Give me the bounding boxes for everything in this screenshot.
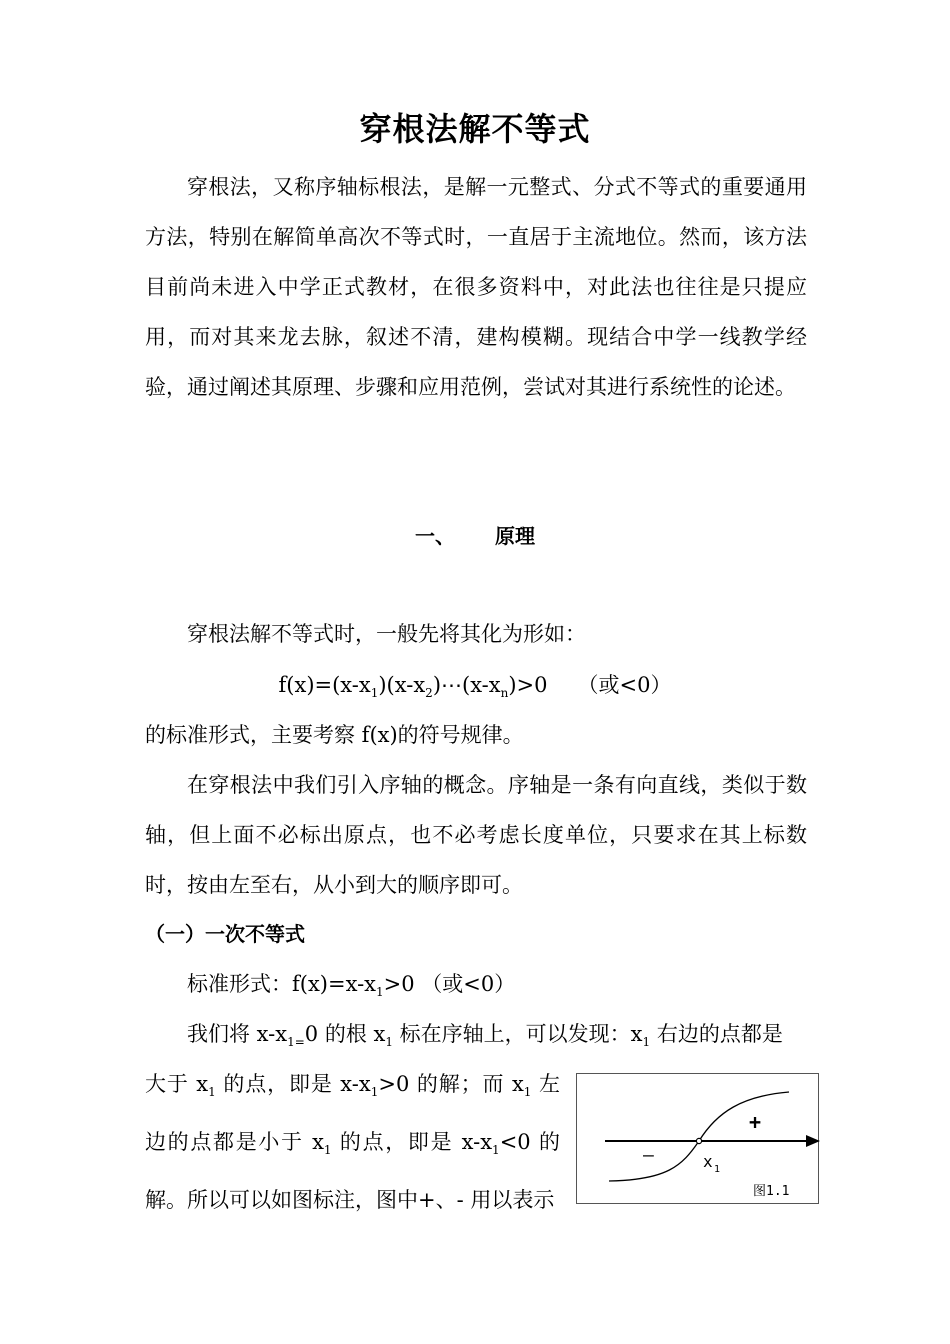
- figure-caption: 图1.1: [753, 1184, 790, 1199]
- intro-paragraph: 穿根法，又称序轴标根法，是解一元整式、分式不等式的重要通用方法，特别在解简单高次不等式时，一直居于主流地位。然而，该方法目前尚未进入中学正式教材，在很多资料中，对此法也往往是只提应用，而对其来龙去脉，叙述不清，建构模糊。现结合中学一线教学经验，通过阐述其原理、步骤和应用范例，尝试对其进行系统性的论述。: [145, 175, 807, 399]
- root-label: x: [703, 1152, 713, 1171]
- formula-alternative: （或<0）: [577, 673, 672, 697]
- root-subscript: 1: [714, 1164, 721, 1175]
- section-label: 原理: [495, 524, 535, 548]
- document-title: 穿根法解不等式: [359, 110, 591, 148]
- section-number: 一、: [415, 524, 455, 548]
- linear-root-paragraph: 我们将 $x-x_{1=}0$ 的根 $x_1$ 标在序轴上，可以发现：$x_1$ 右边的点都是: [187, 1022, 783, 1049]
- linear-standard-form: 标准形式：$f(x)=x-x_1>0$ （或<0）: [187, 972, 516, 999]
- standard-form-formula: $f(x)=(x-x_1)(x-x_2)\cdots(x-x_n)>0$ （或<0）: [278, 673, 672, 700]
- minus-sign: –: [643, 1145, 654, 1166]
- number-axis-paragraph: 在穿根法中我们引入序轴的概念。序轴是一条有向直线，类似于数轴，但上面不必标出原点，也不必考虑长度单位，只要求在其上标数时，按由左至右，从小到大的顺序即可。: [145, 773, 807, 897]
- standard-form-paragraph: 的标准形式，主要考察 f(x)的符号规律。: [145, 723, 524, 747]
- sign-curve-diagram: [577, 1074, 820, 1205]
- section-heading-principle: [0, 520, 950, 549]
- subsection-heading-linear: （一）一次不等式: [145, 922, 305, 946]
- figure-1-1: [576, 1073, 819, 1204]
- root-point: [696, 1138, 701, 1143]
- sign-curve: [609, 1092, 789, 1181]
- plus-sign: +: [749, 1110, 762, 1134]
- linear-sign-paragraph: 大于 $x_1$ 的点，即是 $x-x_1>0$ 的解；而 $x_1$ 左边的点都是小于 $x_1$ 的点，即是 $x-x_1<0$ 的解。所以可以如图标注，图中+、- 用以表示: [145, 1072, 560, 1212]
- axis-arrow-icon: [806, 1135, 820, 1147]
- principle-paragraph: 穿根法解不等式时，一般先将其化为形如：: [187, 622, 586, 646]
